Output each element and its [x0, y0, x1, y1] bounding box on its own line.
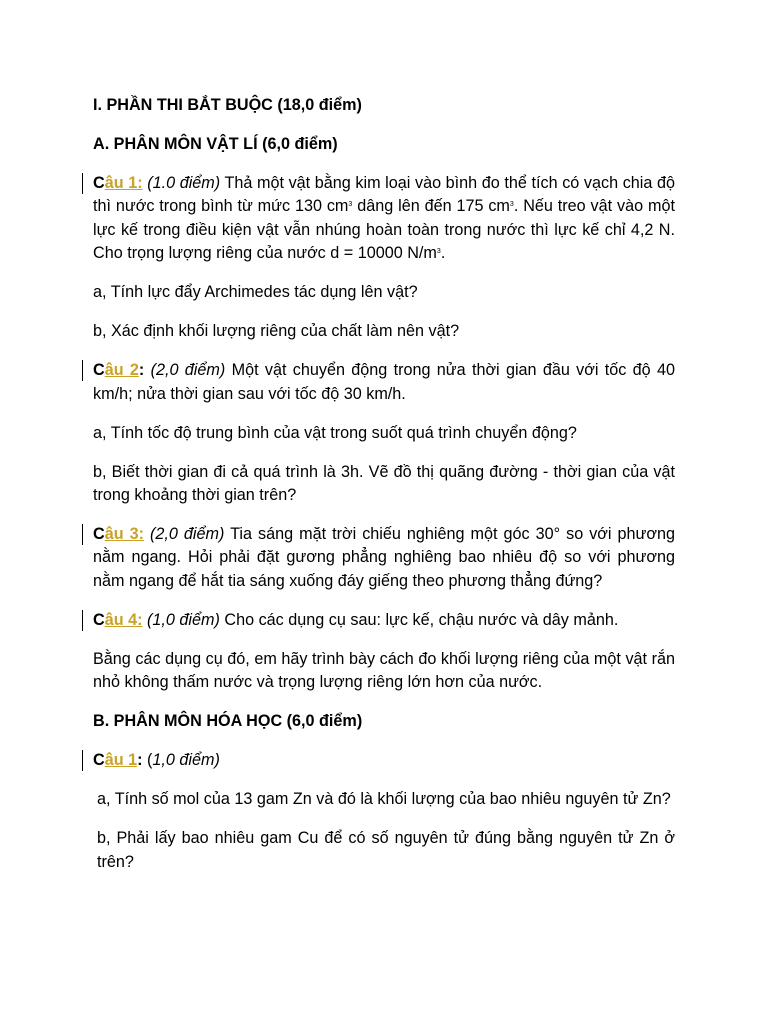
- question-4-physics: [93, 609, 675, 632]
- change-bar: [82, 360, 83, 381]
- question-text-part1: Thả một vật bằng kim loại vào bình đo thể tích có vạch chia độ thì nước trong bình từ mức 130 cm: [93, 174, 675, 216]
- section-b-heading: B. PHÂN MÔN HÓA HỌC (6,0 điểm): [93, 712, 363, 731]
- question-points: (2,0 điểm): [150, 525, 225, 544]
- question-number: âu 4:: [104, 610, 143, 629]
- question-label-c: C: [93, 361, 105, 380]
- question-label-c: C: [93, 174, 105, 192]
- question-text-part3: . Nếu treo vật vào một lực kế trong điều kiện vật vẫn nhúng hoàn toàn trong nước thì lực kế chỉ 4,2 N. Cho trọng lượng riêng của nước d = 10000 N/m: [93, 197, 675, 263]
- document-page: [93, 94, 675, 890]
- question-points: (1.0 điểm): [147, 174, 221, 192]
- question-number: âu 2: [104, 361, 139, 380]
- question-label-c: C: [93, 751, 105, 770]
- question-text: Một vật chuyển động trong nửa thời gian đầu với tốc độ 40 km/h; nửa thời gian sau với tốc độ 30 km/h.: [93, 361, 675, 403]
- question-points: 1,0 điểm): [152, 751, 220, 770]
- question-number: âu 1:: [104, 174, 143, 192]
- change-bar: [82, 610, 83, 631]
- question-points: (1,0 điểm): [147, 610, 220, 629]
- question-3-physics: [93, 523, 675, 593]
- question-text: Cho các dụng cụ sau: lực kế, chậu nước và dây mảnh.: [219, 610, 619, 629]
- question-1-physics: [93, 172, 675, 266]
- question-2-part-b: b, Biết thời gian đi cả quá trình là 3h. Vẽ đồ thị quãng đường - thời gian của vật trong khoảng thời gian trên?: [93, 462, 675, 505]
- question-text-part2: dâng lên đến 175 cm: [352, 197, 510, 216]
- question-text-part4: .: [440, 244, 446, 263]
- question-1-chemistry: [93, 749, 675, 772]
- question-points: (2,0 điểm): [150, 361, 226, 380]
- question-text: Tia sáng mặt trời chiếu nghiêng một góc 30° so với phương nằm ngang. Hỏi phải đặt gương phẳng nghiêng bao nhiêu độ so với phương nằm ngang để hắt tia sáng xuống đáy giếng theo phương thẳng đứng?: [93, 525, 675, 590]
- section-a-heading: A. PHÂN MÔN VẬT LÍ (6,0 điểm): [93, 135, 338, 153]
- superscript: 3: [436, 248, 441, 256]
- question-1-part-b: b, Xác định khối lượng riêng của chất làm nên vật?: [93, 322, 460, 341]
- question-4-followup: Bằng các dụng cụ đó, em hãy trình bày cách đo khối lượng riêng của một vật rắn nhỏ không thấm nước và trọng lượng riêng lớn hơn của nước.: [93, 649, 675, 692]
- question-1-part-a: a, Tính lực đẩy Archimedes tác dụng lên vật?: [93, 283, 418, 302]
- question-2-physics: [93, 359, 675, 406]
- main-heading: I. PHẦN THI BẮT BUỘC (18,0 điểm): [93, 96, 362, 114]
- change-bar: [82, 173, 83, 194]
- question-label-c: C: [93, 525, 105, 544]
- chem-question-1-part-b: b, Phải lấy bao nhiêu gam Cu để có số nguyên tử đúng bằng nguyên tử Zn ở trên?: [97, 829, 675, 871]
- change-bar: [82, 524, 83, 545]
- question-number: âu 1: [104, 751, 138, 770]
- question-colon: :: [138, 361, 145, 380]
- question-number: âu 3:: [104, 525, 144, 544]
- chem-question-1-part-a: a, Tính số mol của 13 gam Zn và đó là khối lượng của bao nhiêu nguyên tử Zn?: [97, 790, 671, 809]
- superscript: 3: [509, 201, 514, 209]
- question-2-part-a: a, Tính tốc độ trung bình của vật trong suốt quá trình chuyển động?: [93, 423, 577, 442]
- question-colon: :: [137, 751, 143, 770]
- question-points-open: (: [142, 751, 153, 770]
- change-bar: [82, 750, 83, 771]
- superscript: 3: [348, 201, 353, 209]
- question-label-c: C: [93, 610, 105, 629]
